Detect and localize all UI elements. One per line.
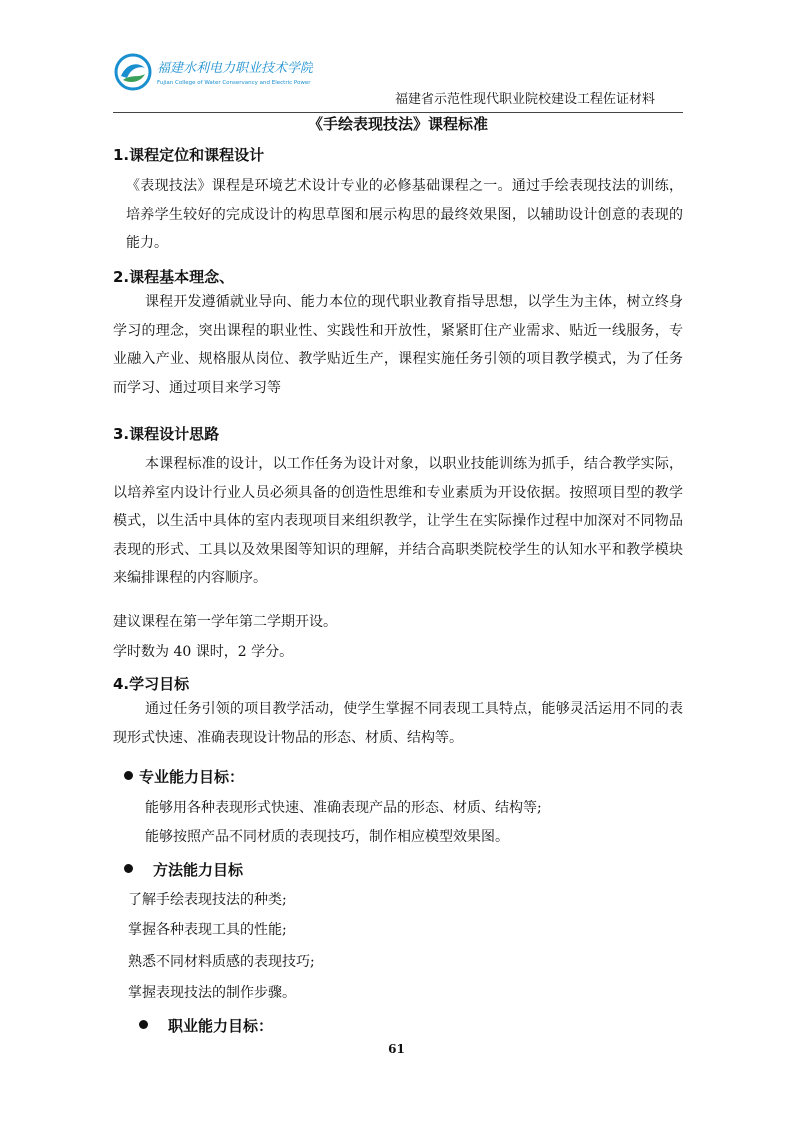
section-heading-1: 1.课程定位和课程设计 <box>113 146 265 164</box>
objective-method-label: 方法能力目标 <box>153 861 244 879</box>
objective-professional-item-1: 能够用各种表现形式快速、准确表现产品的形态、材质、结构等; <box>145 800 542 816</box>
objective-professional <box>124 767 244 787</box>
section-2-paragraph: 课程开发遵循就业导向、能力本位的现代职业教育指导思想，以学生为主体，树立终身学习的理念，突出课程的职业性、实践性和开放性，紧紧盯住产业需求、贴近一线服务，专业融入产业、规格服从岗位、教学贴近生产，课程实施任务引领的项目教学模式，为了任务而学习、通过项目来学习等 <box>113 294 683 396</box>
header-caption: 福建省示范性现代职业院校建设工程佐证材料 <box>395 92 656 107</box>
header-divider <box>113 112 683 113</box>
section-3-hours: 学时数为 40 课时，2 学分。 <box>113 644 294 660</box>
section-heading-2: 2.课程基本理念、 <box>113 268 235 286</box>
objective-professional-item-2: 能够按照产品不同材质的表现技巧，制作相应模型效果图。 <box>145 829 509 845</box>
objective-vocational-label: 职业能力目标： <box>168 1017 274 1035</box>
section-3-paragraph: 本课程标准的设计，以工作任务为设计对象，以职业技能训练为抓手，结合教学实际，以培养室内设计行业人员必须具备的创造性思维和专业素质为开设依据。按照项目型的教学模式，以生活中具体的室内表现项目来组织教学，让学生在实际操作过程中加深对不同物品表现的形式、工具以及效果图等知识的理解，并结合高职类院校学生的认知水平和教学模块来编排课程的内容顺序。 <box>113 456 683 586</box>
section-4-paragraph: 通过任务引领的项目教学活动，使学生掌握不同表现工具特点，能够灵活运用不同的表现形式快速、准确表现设计物品的形态、材质、结构等。 <box>113 701 683 746</box>
section-heading-3: 3.课程设计思路 <box>113 425 220 443</box>
bullet-dot-icon <box>124 864 133 873</box>
school-name-en-logo-text: Fujian College of Water Conservancy and Electric Power <box>157 80 311 86</box>
objective-method-item-3: 熟悉不同材料质感的表现技巧; <box>128 954 315 970</box>
objective-method <box>124 860 243 880</box>
bullet-dot-icon <box>124 771 133 780</box>
objective-method-item-4: 掌握表现技法的制作步骤。 <box>128 985 296 1001</box>
section-1-paragraph: 《表现技法》课程是环境艺术设计专业的必修基础课程之一。通过手绘表现技法的训练，培养学生较好的完成设计的构思草图和展示构思的最终效果图，以辅助设计创意的表现的能力。 <box>126 178 683 251</box>
bullet-dot-icon <box>139 1020 148 1029</box>
objective-method-item-1: 了解手绘表现技法的种类; <box>128 892 287 908</box>
school-logo <box>113 52 313 92</box>
document-title: 《手绘表现技法》课程标准 <box>307 115 488 133</box>
objective-professional-label: 专业能力目标： <box>139 768 245 786</box>
objective-vocational <box>139 1016 273 1036</box>
page-number: 61 <box>388 1042 405 1056</box>
objective-method-item-2: 掌握各种表现工具的性能; <box>128 922 287 938</box>
section-3-schedule: 建议课程在第一学年第二学期开设。 <box>113 614 337 630</box>
school-name-logo-text: 福建水利电力职业技术学院 <box>157 61 313 76</box>
section-heading-4: 4.学习目标 <box>113 675 190 693</box>
